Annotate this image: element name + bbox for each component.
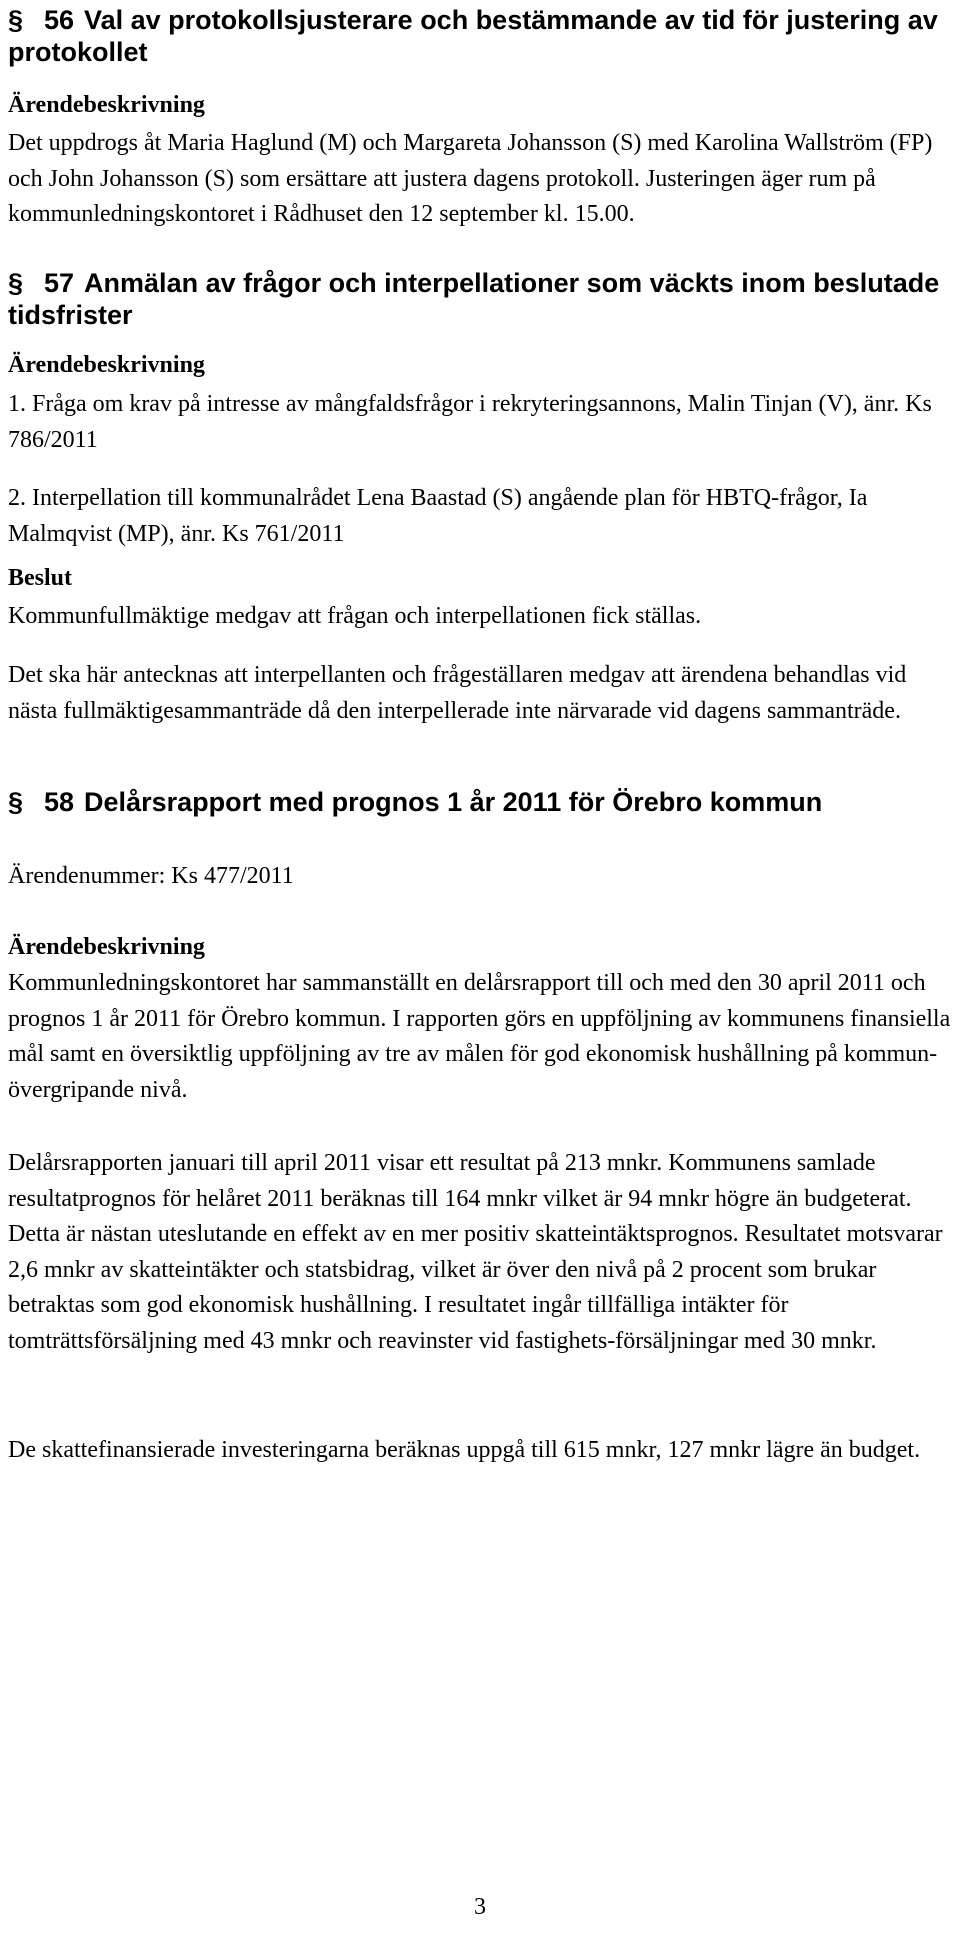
section-56-heading bbox=[8, 4, 952, 68]
section-57-decision: Kommunfullmäktige medgav att frågan och interpellationen fick ställas. bbox=[8, 603, 702, 629]
section-number: 58 bbox=[44, 787, 75, 817]
section-58-paragraph-1: Kommunledningskontoret har sammanställt en delårsrapport till och med den 30 april 2011 och prognos 1 år 2011 för Örebro kommun. I rapporten görs en uppföljning av kommunens finansiella mål samt en översiktlig uppföljning av tre av målen för god ekonomisk hushållning på kommun-övergripande nivå. bbox=[8, 970, 951, 1103]
section-58-case-description-heading: Ärendebeskrivning bbox=[8, 934, 205, 960]
section-title: Val av protokollsjusterare och bestämmande av tid för justering av protokollet bbox=[8, 5, 938, 67]
section-57-note: Det ska här antecknas att interpellanten och frågeställaren medgav att ärendena behandlas vid nästa fullmäktigesammanträde då den interpellerade inte närvarade vid dagens sammanträde. bbox=[8, 662, 907, 724]
section-57-item-2: 2. Interpellation till kommunalrådet Lena Baastad (S) angående plan för HBTQ-frågor, Ia Malmqvist (MP), änr. Ks 761/2011 bbox=[8, 485, 868, 547]
section-symbol: § bbox=[8, 268, 24, 298]
section-57-case-description-heading: Ärendebeskrivning bbox=[8, 352, 205, 378]
section-title: Anmälan av frågor och interpellationer som väckts inom beslutade tidsfrister bbox=[8, 268, 940, 330]
section-58-paragraph-3: De skattefinansierade investeringarna beräknas uppgå till 615 mnkr, 127 mnkr lägre än budget. bbox=[8, 1437, 921, 1463]
section-58-paragraph-2: Delårsrapporten januari till april 2011 visar ett resultat på 213 mnkr. Kommunens samlade resultatprognos för helåret 2011 beräknas till 164 mnkr vilket är 94 mnkr högre än budgeterat. Detta är nästan uteslutande en effekt av en mer positiv skatteintäktsprognos. Resultatet motsvarar 2,6 mnkr av skatteintäkter och statsbidrag, vilket är över den nivå på 2 procent som brukar betraktas som god ekonomisk hushållning. I resultatet ingår tillfälliga intäkter för tomträttsförsäljning med 43 mnkr och reavinster vid fastighets-försäljningar med 30 mnkr. bbox=[8, 1150, 943, 1354]
page-number: 3 bbox=[474, 1894, 486, 1920]
section-number: 56 bbox=[44, 5, 75, 35]
section-57-heading bbox=[8, 267, 952, 331]
section-title: Delårsrapport med prognos 1 år 2011 för Örebro kommun bbox=[84, 787, 823, 817]
section-symbol: § bbox=[8, 787, 24, 817]
section-57-decision-heading: Beslut bbox=[8, 565, 73, 591]
section-symbol: § bbox=[8, 5, 24, 35]
section-57-item-1: 1. Fråga om krav på intresse av mångfaldsfrågor i rekryteringsannons, Malin Tinjan (V), änr. Ks 786/2011 bbox=[8, 391, 932, 453]
section-56-case-description: Det uppdrogs åt Maria Haglund (M) och Margareta Johansson (S) med Karolina Wallström (FP) och John Johansson (S) som ersättare att justera dagens protokoll. Justeringen äger rum på kommunledningskontoret i Rådhuset den 12 september kl. 15.00. bbox=[8, 130, 933, 227]
section-56-case-description-heading: Ärendebeskrivning bbox=[8, 92, 205, 118]
section-58-heading bbox=[8, 786, 952, 818]
section-58-case-number: Ärendenummer: Ks 477/2011 bbox=[8, 863, 294, 889]
section-number: 57 bbox=[44, 268, 75, 298]
